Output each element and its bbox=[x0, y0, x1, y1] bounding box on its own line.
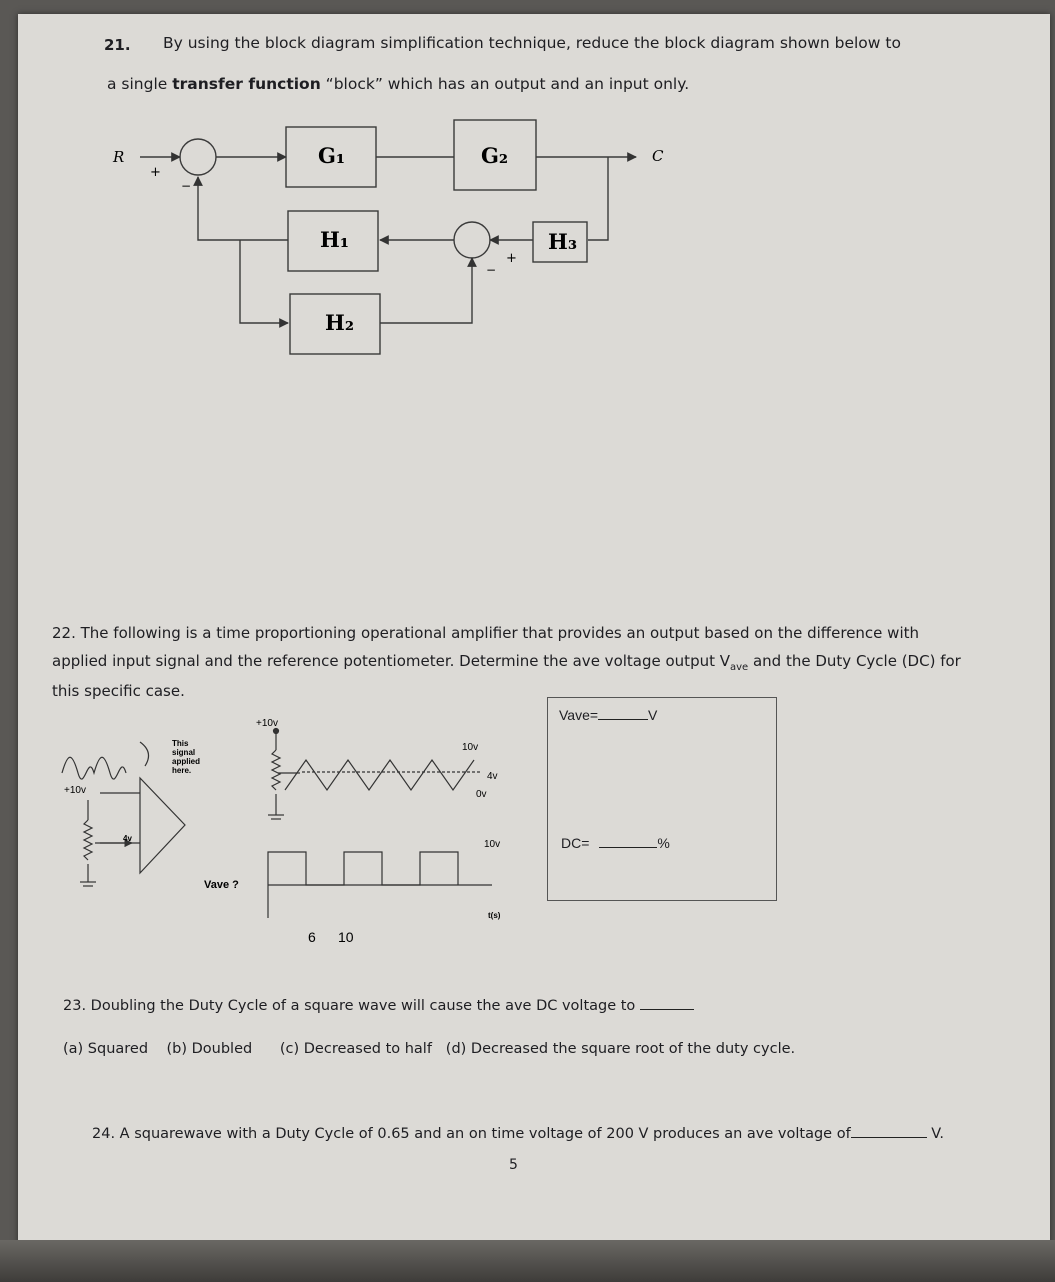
label-tri-ref: 4v bbox=[487, 771, 498, 782]
q24-unit: V. bbox=[931, 1126, 944, 1142]
q21-line2-a: a single bbox=[107, 75, 173, 93]
signal-note-2: signal bbox=[172, 748, 196, 757]
sign-plus-2: + bbox=[506, 251, 517, 266]
reference-potentiometer bbox=[84, 820, 92, 860]
q24-question bbox=[92, 1126, 944, 1142]
q23-option-b[interactable]: (b) Doubled bbox=[166, 1041, 253, 1057]
label-sq-level: 10v bbox=[484, 839, 501, 850]
square-wave bbox=[268, 852, 458, 885]
q22-line3: this specific case. bbox=[52, 682, 185, 700]
dc-answer bbox=[561, 835, 670, 851]
q23-option-d[interactable]: (d) Decreased the square root of the duty cycle. bbox=[445, 1041, 796, 1057]
label-c: C bbox=[652, 147, 664, 165]
dc-answer-label: DC= bbox=[561, 835, 590, 851]
q21-number: 21. bbox=[104, 36, 131, 54]
q21-line2-b: “block” which has an output and an input only. bbox=[320, 75, 690, 93]
signal-note-4: here. bbox=[172, 766, 192, 775]
block-g2-label: G₂ bbox=[481, 143, 509, 168]
q23-option-a[interactable]: (a) Squared bbox=[63, 1041, 149, 1057]
label-tri-zero: 0v bbox=[476, 789, 487, 800]
q24-answer-blank[interactable] bbox=[851, 1137, 927, 1138]
tick-6: 6 bbox=[308, 929, 316, 945]
top-potentiometer bbox=[272, 750, 280, 790]
sign-minus-1: − bbox=[181, 179, 192, 193]
label-ref-4v: 4v bbox=[123, 834, 132, 843]
label-vave-question: Vave ? bbox=[204, 879, 239, 891]
dc-answer-blank[interactable] bbox=[599, 847, 657, 848]
label-supply-left: +10v bbox=[64, 785, 86, 796]
sign-minus-2: − bbox=[486, 263, 497, 277]
q23-answer-blank[interactable] bbox=[640, 1009, 694, 1010]
block-h3-label: H₃ bbox=[548, 229, 578, 254]
input-signal-wave bbox=[62, 757, 126, 779]
dc-answer-unit: % bbox=[657, 835, 670, 851]
q23-options bbox=[63, 1041, 795, 1057]
q22-line2-a: applied input signal and the reference potentiometer. Determine the ave voltage output V bbox=[52, 652, 731, 670]
label-time-axis: t(s) bbox=[488, 911, 501, 920]
signal-note-3: applied bbox=[172, 757, 201, 766]
sign-plus-1: + bbox=[150, 165, 161, 180]
answer-box bbox=[547, 697, 777, 901]
tick-10: 10 bbox=[338, 929, 354, 945]
label-supply-top: +10v bbox=[256, 718, 278, 729]
q24-question-text: 24. A squarewave with a Duty Cycle of 0.65 and an on time voltage of 200 V produces an ave voltage of bbox=[92, 1126, 851, 1142]
q21-line2-bold: transfer function bbox=[172, 75, 321, 93]
vave-answer bbox=[559, 707, 657, 723]
label-r: R bbox=[113, 148, 125, 166]
triangle-wave bbox=[285, 760, 474, 790]
vave-answer-unit: V bbox=[648, 707, 658, 723]
q23-option-c[interactable]: (c) Decreased to half bbox=[279, 1041, 432, 1057]
q22-line1: 22. The following is a time proportioning operational amplifier that provides an output based on the difference with bbox=[52, 624, 920, 642]
block-g1-label: G₁ bbox=[318, 143, 346, 168]
op-amp-triangle bbox=[140, 778, 185, 873]
block-h2-label: H₂ bbox=[325, 310, 355, 335]
label-tri-peak: 10v bbox=[462, 742, 479, 753]
q22-line2-b: and the Duty Cycle (DC) for bbox=[748, 652, 961, 670]
page-number: 5 bbox=[509, 1157, 518, 1173]
q23-question-text: 23. Doubling the Duty Cycle of a square wave will cause the ave DC voltage to bbox=[63, 998, 636, 1014]
signal-note-1: This bbox=[172, 739, 189, 748]
q23-question bbox=[63, 998, 694, 1014]
q21-text-line1: By using the block diagram simplification technique, reduce the block diagram shown below to bbox=[163, 34, 901, 52]
background-surface bbox=[0, 1240, 1055, 1282]
block-h1-label: H₁ bbox=[320, 227, 350, 252]
q22-line2-sub: ave bbox=[730, 662, 749, 673]
vave-answer-blank[interactable] bbox=[598, 719, 648, 720]
vave-answer-label: Vave= bbox=[559, 707, 599, 723]
